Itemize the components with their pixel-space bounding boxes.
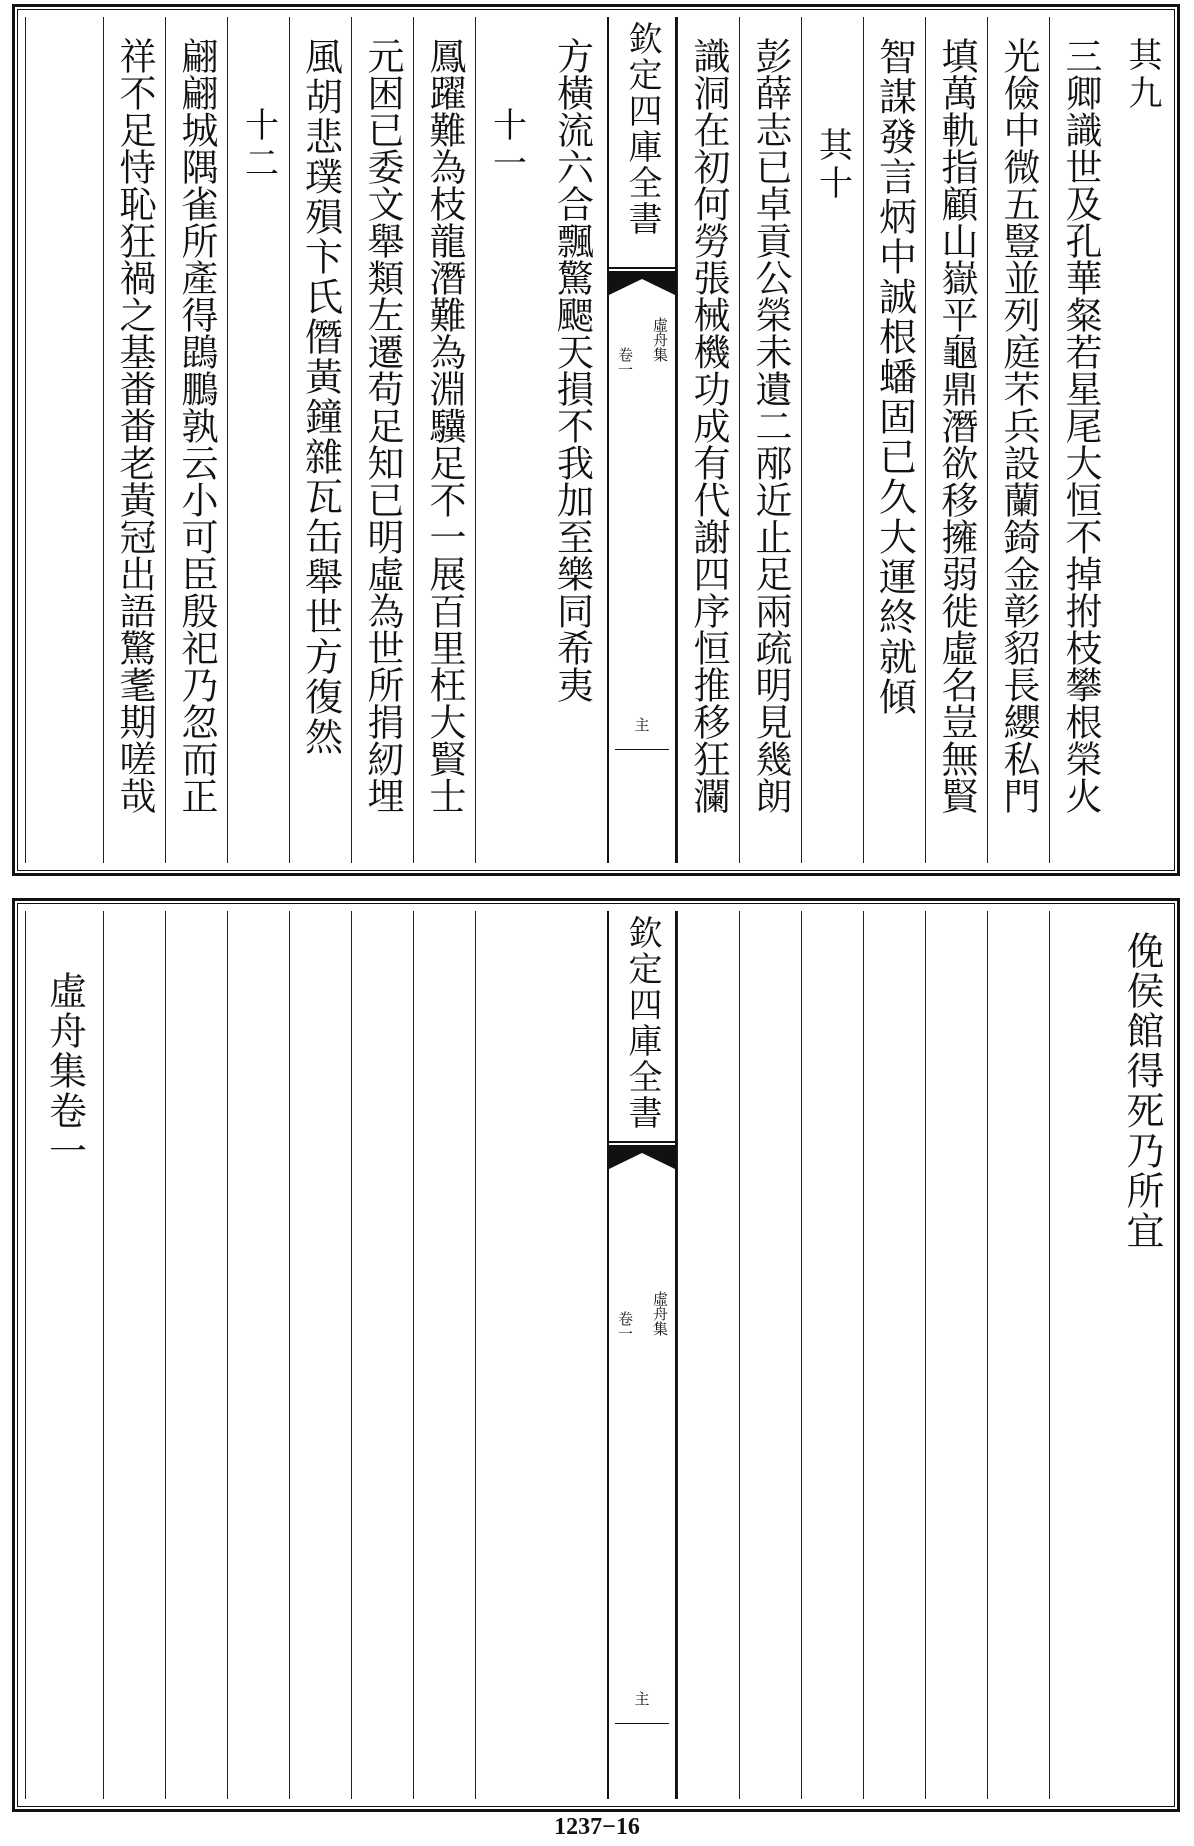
text-column — [351, 17, 413, 863]
poem-heading: 其九 — [1122, 37, 1162, 113]
text-column — [801, 17, 863, 863]
bottom-page — [12, 898, 1180, 1812]
folio-number: 主 — [632, 1691, 651, 1706]
text-column — [925, 17, 987, 863]
poem-line: 方橫流六合飄驚颸天損不我加至樂同希夷 — [550, 37, 594, 703]
empty-column — [987, 911, 1049, 1799]
poem-line: 光儉中微五豎並列庭芣兵設蘭錡金彰貂長纓私門 — [997, 37, 1040, 814]
header-title: 欽定四庫全書 — [622, 915, 662, 1131]
poem-line: 元困已委文舉類左遷苟足知已明虛為世所捐紉埋 — [361, 37, 404, 814]
text-column — [1049, 17, 1111, 863]
poem-line: 彭薛志已卓貢公榮未遺二邴近止足兩疏明見幾朗 — [749, 37, 792, 814]
volume-label: 卷一 — [616, 347, 634, 377]
empty-column — [103, 911, 165, 1799]
text-column — [863, 17, 925, 863]
volume-label: 卷一 — [616, 1311, 634, 1341]
fishtail-mark-icon — [609, 271, 675, 295]
empty-column — [1049, 911, 1111, 1799]
poem-line: 俛侯館得死乃所宜 — [1120, 931, 1164, 1251]
folio-rule — [615, 1723, 669, 1724]
page-number: 1237−16 — [554, 1814, 640, 1840]
empty-column — [925, 911, 987, 1799]
poem-heading: 十二 — [238, 107, 279, 183]
poem-heading: 其十 — [812, 127, 853, 203]
header-title: 欽定四庫全書 — [622, 21, 662, 237]
text-column — [677, 17, 739, 863]
empty-column — [351, 911, 413, 1799]
book-name-label: 虛舟集 — [651, 1291, 669, 1336]
empty-column — [739, 911, 801, 1799]
top-page — [12, 4, 1180, 876]
text-column — [227, 17, 289, 863]
poem-line: 鳳躍難為枝龍潛難為淵驥足不一展百里枉大賢士 — [423, 37, 466, 814]
empty-column — [801, 911, 863, 1799]
center-fold-column — [607, 911, 677, 1799]
poem-line: 智謀發言炳中誠根蟠固已久大運終就傾 — [872, 37, 917, 717]
text-column — [413, 17, 475, 863]
volume-end-title: 虛舟集卷一 — [42, 971, 87, 1171]
empty-column — [863, 911, 925, 1799]
text-column — [739, 17, 801, 863]
text-column — [289, 17, 351, 863]
poem-heading: 十一 — [486, 107, 527, 183]
center-fold-column — [607, 17, 677, 863]
folio-number: 主 — [632, 717, 651, 732]
text-column — [165, 17, 227, 863]
empty-column — [413, 911, 475, 1799]
text-column — [475, 17, 537, 863]
book-name-label: 虛舟集 — [651, 317, 669, 362]
text-column — [25, 911, 103, 1799]
text-column — [987, 17, 1049, 863]
empty-column — [677, 911, 739, 1799]
text-column — [1111, 911, 1173, 1799]
empty-column — [227, 911, 289, 1799]
poem-line: 識洞在初何勞張械機功成有代謝四序恒推移狂瀾 — [687, 37, 730, 814]
empty-column — [289, 911, 351, 1799]
folio-rule — [615, 749, 669, 750]
empty-column — [165, 911, 227, 1799]
poem-line: 填萬軌指顧山嶽平龜鼎潛欲移擁弱徙虛名豈無賢 — [935, 37, 978, 814]
poem-line: 祥不足恃恥狂禍之基畨畨老黃冠出語驚耄期嗟哉 — [113, 37, 156, 814]
poem-line: 三卿識世及孔華粲若星尾大恒不掉拊枝攀根榮火 — [1059, 37, 1102, 814]
text-column — [1111, 17, 1173, 863]
empty-column — [537, 911, 607, 1799]
text-column — [103, 17, 165, 863]
fishtail-mark-icon — [609, 1145, 675, 1169]
text-column — [537, 17, 607, 863]
empty-column — [475, 911, 537, 1799]
poem-line: 風胡悲璞殞卞氏僭黃鐘雜瓦缶舉世方復然 — [298, 37, 343, 757]
poem-line: 翩翩城隅雀所產得鵾鵬孰云小可臣殷祀乃忽而正 — [175, 37, 218, 814]
text-column — [25, 17, 103, 863]
